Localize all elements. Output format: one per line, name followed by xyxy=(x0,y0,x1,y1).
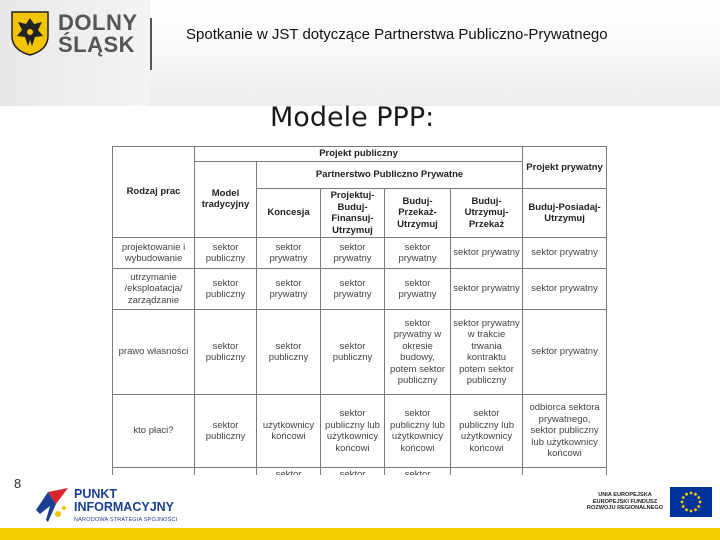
row-label: projektowanie i wybudowanie xyxy=(113,238,195,269)
logo-wordmark xyxy=(58,12,138,56)
ue-line-3: ROZWOJU REGIONALNEGO xyxy=(586,505,664,512)
row-label: prawo własności xyxy=(113,310,195,395)
eu-flag-icon xyxy=(670,487,712,517)
table-cell: sektor publiczny xyxy=(195,310,257,395)
table-cell: sektor publiczny xyxy=(321,310,385,395)
pi-line-2: INFORMACYJNY xyxy=(74,500,175,514)
table-cell: sektor publiczny xyxy=(195,269,257,310)
eu-star xyxy=(697,496,700,499)
table-cell: sektor publiczny lub użytkownicy końcowi xyxy=(385,395,451,468)
table-cell: sektor prywatny xyxy=(523,238,607,269)
table-cell: sektor prywatny xyxy=(451,269,523,310)
slide-title: Modele PPP: xyxy=(270,102,435,133)
table-row xyxy=(113,269,607,310)
ue-line-1: UNIA EUROPEJSKA xyxy=(598,492,652,498)
ue-fund-label xyxy=(584,492,666,512)
logo-line-1: DOLNY xyxy=(58,10,138,35)
table-cell: użytkownicy końcowi xyxy=(257,395,321,468)
eu-star xyxy=(690,510,693,513)
group-header-projekt-prywatny: Projekt prywatny xyxy=(523,147,607,189)
table-cell: sektor publiczny xyxy=(257,310,321,395)
eu-star xyxy=(697,505,700,508)
table-cell: sektor prywatny w okresie budowy, potem sektor publiczny xyxy=(385,310,451,395)
table-cell: sektor prywatny xyxy=(451,238,523,269)
ue-line-2: EUROPEJSKI FUNDUSZ xyxy=(592,498,658,505)
page-number: 8 xyxy=(14,476,22,491)
table-cell: sektor prywatny xyxy=(257,269,321,310)
eu-star xyxy=(699,501,702,504)
eu-star xyxy=(694,493,697,496)
table-cell: sektor publiczny lub użytkownicy końcowi xyxy=(321,395,385,468)
table-cell: sektor prywatny xyxy=(385,269,451,310)
table-cell: sektor publiczny lub użytkownicy końcowi xyxy=(451,395,523,468)
column-header-rodzaj-prac: Rodzaj prac xyxy=(113,147,195,238)
column-header-buduj-przekaz-utrzymuj: Buduj-Przekaż-Utrzymuj xyxy=(385,189,451,238)
row-label: utrzymanie /eksploatacja/ zarządzanie xyxy=(113,269,195,310)
column-header-buduj-posiadaj-utrzymuj: Buduj-Posiadaj-Utrzymuj xyxy=(523,189,607,238)
column-header-projektuj-buduj-finansuj-utrzymuj: Projektuj-Buduj-Finansuj-Utrzymuj xyxy=(321,189,385,238)
eu-star xyxy=(682,496,685,499)
table-cell: odbiorca sektora prywatnego, sektor publiczny lub użytkownicy końcowi xyxy=(523,395,607,468)
row-label: kto płaci? xyxy=(113,395,195,468)
pi-line-1: PUNKT xyxy=(74,487,118,501)
column-header-koncesja: Koncesja xyxy=(257,189,321,238)
eu-star xyxy=(690,492,693,495)
table-cell: sektor prywatny xyxy=(523,310,607,395)
table-cell: sektor prywatny xyxy=(385,238,451,269)
group-header-projekt-publiczny: Projekt publiczny xyxy=(195,147,523,162)
punkt-informacyjny-logo-icon xyxy=(34,484,70,524)
table-cell: sektor publiczny xyxy=(195,395,257,468)
table-cell: sektor prywatny xyxy=(257,238,321,269)
table-cell: sektor prywatny xyxy=(523,269,607,310)
table-cutoff-mask xyxy=(110,475,610,535)
dolny-slask-shield-icon xyxy=(10,10,50,56)
eu-star xyxy=(682,505,685,508)
column-header-model-tradycyjny: Model tradycyjny xyxy=(195,161,257,238)
group-header-ppp: Partnerstwo Publiczno Prywatne xyxy=(257,161,523,189)
table-cell: sektor prywatny xyxy=(321,238,385,269)
table-cell: sektor prywatny xyxy=(321,269,385,310)
punkt-informacyjny-wordmark xyxy=(74,488,174,514)
table-cell: sektor prywatny w trakcie trwania kontraktu potem sektor publiczny xyxy=(451,310,523,395)
eu-star xyxy=(681,501,684,504)
eu-star xyxy=(694,508,697,511)
eu-star xyxy=(685,493,688,496)
logo-line-2: ŚLĄSK xyxy=(58,32,136,57)
table-cell: sektor publiczny xyxy=(195,238,257,269)
pi-subtitle: NARODOWA STRATEGIA SPÓJNOŚCI xyxy=(74,517,178,523)
logo-divider xyxy=(150,18,152,70)
presentation-title: Spotkanie w JST dotyczące Partnerstwa Publiczno-Prywatnego xyxy=(186,26,608,43)
table-row xyxy=(113,395,607,468)
eu-star xyxy=(685,508,688,511)
table-group-header-row xyxy=(113,147,607,162)
table-row xyxy=(113,310,607,395)
column-header-buduj-utrzymuj-przekaz: Buduj-Utrzymuj-Przekaż xyxy=(451,189,523,238)
footer-accent-strip xyxy=(0,528,720,540)
ppp-models-table xyxy=(112,146,607,494)
table-row xyxy=(113,238,607,269)
